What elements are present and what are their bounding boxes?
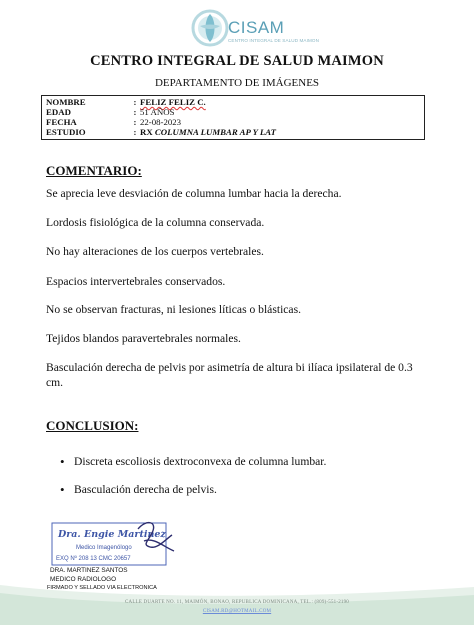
field-separator: : <box>133 117 137 127</box>
comment-line: Basculación derecha de pelvis por asimetría de altura bi ilíaca ipsilateral de 0.3 cm. <box>46 361 413 389</box>
patient-name-row <box>46 97 420 107</box>
study-prefix: RX <box>140 127 153 137</box>
signature-stamp <box>46 517 178 573</box>
patient-age-value: 51 AÑOS <box>140 107 175 117</box>
conclusion-list <box>60 455 326 511</box>
document-title: CENTRO INTEGRAL DE SALUD MAIMON <box>90 53 384 69</box>
exam-date-row <box>46 117 420 127</box>
clinic-email[interactable]: CISAM.RD@HOTMAIL.COM <box>202 609 272 614</box>
comment-line: Tejidos blandos paravertebrales normales. <box>46 332 241 345</box>
clinic-address: CALLE DUARTE NO. 11, MAIMÓN, BONAO, REPUBLICA DOMINICANA, TEL.: (809)-551-2190 <box>124 600 350 605</box>
conclusion-heading: CONCLUSION: <box>46 418 139 433</box>
field-separator: : <box>133 107 137 117</box>
clinic-logo <box>190 6 319 50</box>
patient-name-value: FELIZ FELIZ C. <box>140 97 206 107</box>
field-label: FECHA <box>46 117 77 127</box>
comment-line: Se aprecia leve desviación de columna lumbar hacia la derecha. <box>46 187 342 200</box>
signatory-role: MEDICO RADIOLOGO <box>50 576 117 583</box>
exam-date-value: 22-08-2023 <box>140 117 182 127</box>
comment-line: No hay alteraciones de los cuerpos vertebrales. <box>46 245 264 258</box>
department-name: DEPARTAMENTO DE IMÁGENES <box>154 77 320 89</box>
field-label: EDAD <box>46 107 71 117</box>
patient-info-box <box>41 95 425 140</box>
stamp-title: Medico Imagenólogo <box>76 545 132 551</box>
study-value: COLUMNA LUMBAR AP Y LAT <box>154 127 276 137</box>
field-label: ESTUDIO <box>46 127 86 137</box>
patient-age-row <box>46 107 420 117</box>
comment-line: Lordosis fisiológica de la columna conservada. <box>46 216 265 229</box>
cisam-logo-icon <box>190 6 230 50</box>
logo-tagline: CENTRO INTEGRAL DE SALUD MAIMON <box>228 38 319 43</box>
comment-line: No se observan fracturas, ni lesiones líticas o blásticas. <box>46 303 301 316</box>
signatory-name: DRA. MARTINEZ SANTOS <box>50 567 128 574</box>
signatory-block <box>47 566 157 593</box>
comment-heading: COMENTARIO: <box>46 163 142 178</box>
comment-line: Espacios intervertebrales conservados. <box>46 275 226 288</box>
field-separator: : <box>133 127 137 137</box>
logo-wordmark: CISAM <box>228 18 285 37</box>
list-item: • Basculación derecha de pelvis. <box>60 483 326 497</box>
field-separator: : <box>133 97 137 107</box>
study-row <box>46 127 420 137</box>
signature-note: FIRMADO Y SELLADO VIA ELECTRONICA <box>47 585 157 591</box>
stamp-name: Dra. Engie Martinez <box>58 529 166 540</box>
list-item: • Discreta escoliosis dextroconvexa de columna lumbar. <box>60 455 326 469</box>
field-label: NOMBRE <box>46 97 86 107</box>
stamp-code: EXQ Nº 208 13 CMC 20657 <box>56 556 131 562</box>
